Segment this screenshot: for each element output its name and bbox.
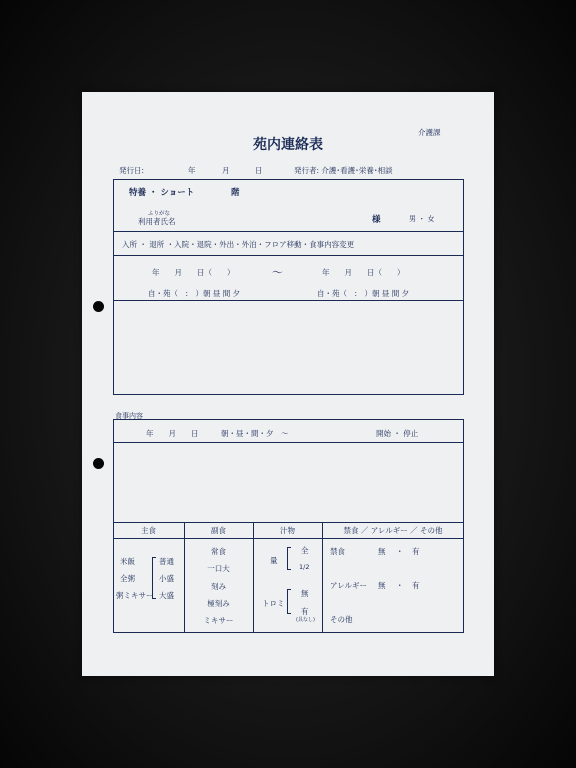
- period-end-time: 自・苑（ : ）朝 昼 間 夕: [317, 289, 410, 298]
- form-title: 苑内連絡表: [253, 137, 323, 153]
- resident-name-label: 利用者氏名: [138, 217, 176, 226]
- size-large: 大盛: [159, 591, 174, 600]
- divider: [113, 442, 464, 443]
- column-divider: [322, 522, 323, 633]
- side-regular: 常食: [211, 547, 226, 556]
- period-tilde: 〜: [272, 266, 283, 279]
- amount-half: 1/2: [299, 563, 310, 571]
- size-normal: 普通: [159, 557, 174, 566]
- allergy-none: 無: [378, 581, 386, 590]
- divider: [113, 231, 464, 232]
- paper-form: [82, 92, 494, 676]
- department-label: 介護課: [418, 128, 441, 137]
- brace-staple: [152, 557, 156, 599]
- staple-porridge-mixer: 粥ミキサー: [116, 591, 154, 600]
- other-label: その他: [330, 615, 353, 624]
- issue-month: 月: [222, 166, 230, 175]
- side-mixer: ミキサー: [203, 616, 234, 625]
- allergy-dot: ・: [396, 581, 404, 590]
- divider: [113, 538, 464, 539]
- header-restrictions: 禁食 ／ アレルギー ／ その他: [343, 526, 443, 535]
- floor-label: 階: [231, 188, 240, 198]
- side-finely-chopped: 極刻み: [207, 599, 230, 608]
- forbidden-none: 無: [378, 547, 386, 556]
- header-staple: 主食: [141, 526, 156, 535]
- event-options: 入所 ・ 退所 ・入院・退院・外出・外泊・フロア移動・食事内容変更: [122, 240, 355, 249]
- side-chopped: 刻み: [211, 582, 226, 591]
- service-type: 特養 ・ ショート: [129, 188, 195, 198]
- allergy-label: アレルギー: [330, 581, 368, 590]
- meal-section-label: 食事内容: [115, 412, 143, 420]
- gender-options: 男 ・ 女: [409, 215, 435, 223]
- issue-day: 日: [255, 166, 263, 175]
- issue-year: 年: [188, 166, 196, 175]
- divider: [113, 522, 464, 523]
- brace-thickener: [287, 589, 291, 614]
- side-bite-size: 一口大: [207, 564, 230, 573]
- header-side: 副食: [211, 526, 226, 535]
- thickener-label: トロミ: [262, 599, 285, 608]
- period-start-date: 年 月 日（ ）: [152, 268, 235, 277]
- header-soup: 汁物: [280, 526, 295, 535]
- binder-hole: [93, 301, 104, 312]
- forbidden-label: 禁食: [330, 547, 345, 556]
- forbidden-dot: ・: [396, 547, 404, 556]
- period-start-time: 自・苑（ : ）朝 昼 間 夕: [148, 289, 241, 298]
- staple-rice: 米飯: [120, 557, 135, 566]
- issuer-label: 発行者: 介護･看護･栄養･相談: [294, 166, 393, 175]
- soup-amount-label: 量: [270, 556, 278, 565]
- brace-amount: [287, 547, 291, 570]
- binder-hole: [93, 458, 104, 469]
- amount-full: 全: [301, 546, 309, 555]
- meal-date-line: 年 月 日 朝・昼・間・夕 〜: [146, 429, 289, 438]
- thickener-yes: 有: [301, 607, 309, 616]
- issue-date-label: 発行日:: [119, 166, 145, 175]
- column-divider: [253, 522, 254, 633]
- divider: [113, 255, 464, 256]
- staple-porridge: 全粥: [120, 574, 135, 583]
- honorific-sama: 様: [372, 215, 381, 225]
- thickener-note: (具なし): [296, 617, 315, 623]
- divider: [113, 300, 464, 301]
- forbidden-yes: 有: [412, 547, 420, 556]
- size-small: 小盛: [159, 574, 174, 583]
- allergy-yes: 有: [412, 581, 420, 590]
- meal-status: 開始 ・ 停止: [376, 429, 419, 438]
- thickener-none: 無: [301, 589, 309, 598]
- period-end-date: 年 月 日（ ）: [322, 268, 405, 277]
- furigana-label: ふりがな: [148, 211, 171, 217]
